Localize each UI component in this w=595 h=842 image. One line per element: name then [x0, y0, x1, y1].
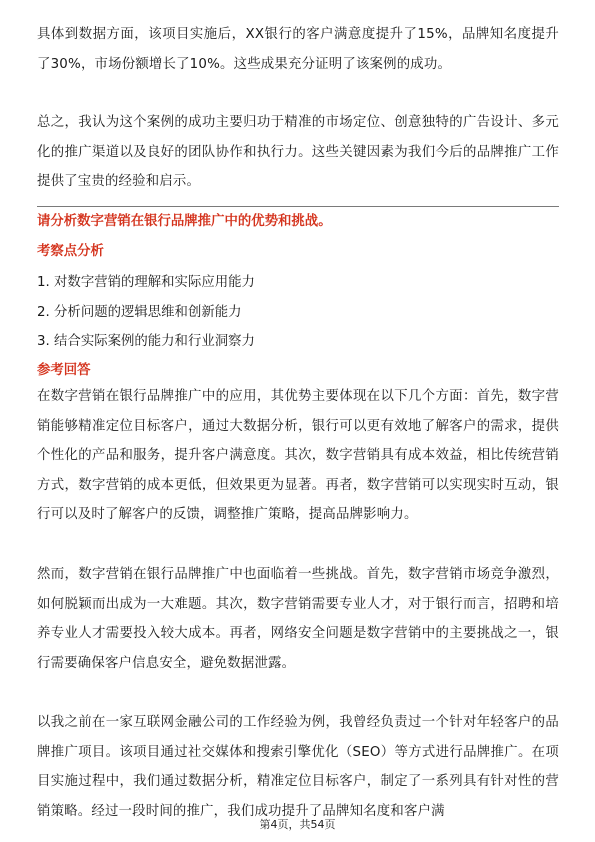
reference-answer-heading: 参考回答: [37, 363, 91, 378]
list-item: 3. 结合实际案例的能力和行业洞察力: [37, 334, 255, 349]
body-paragraph: 具体到数据方面，该项目实施后，XX银行的客户满意度提升了15%，品牌知名度提升了30%，市场份额增长了10%。这些成果充分证明了该案例的成功。: [37, 27, 559, 72]
answer-paragraph-challenges: 然而，数字营销在银行品牌推广中也面临着一些挑战。首先，数字营销市场竞争激烈，如何脱颖而出成为一大难题。其次，数字营销需要专业人才，对于银行而言，招聘和培养专业人才需要投入较大成本。再者，网络安全问题是数字营销中的主要挑战之一，银行需要确保客户信息安全，避免数据泄露。: [37, 567, 559, 671]
list-item: 1. 对数字营销的理解和实际应用能力: [37, 275, 255, 290]
question-title: 请分析数字营销在银行品牌推广中的优势和挑战。: [37, 214, 332, 229]
exam-points-list: [37, 268, 255, 357]
exam-points-heading: 考察点分析: [37, 244, 104, 259]
page-number: 第4页，共54页: [259, 818, 336, 831]
summary-paragraph: 总之，我认为这个案例的成功主要归功于精准的市场定位、创意独特的广告设计、多元化的推广渠道以及良好的团队协作和执行力。这些关键因素为我们今后的品牌推广工作提供了宝贵的经验和启示。: [37, 115, 559, 189]
section-divider: [37, 206, 559, 207]
answer-paragraph-advantages: 在数字营销在银行品牌推广中的应用，其优势主要体现在以下几个方面：首先，数字营销能够精准定位目标客户，通过大数据分析，银行可以更有效地了解客户的需求，提供个性化的产品和服务，提升客户满意度。其次，数字营销具有成本效益，相比传统营销方式，数字营销的成本更低，但效果更为显著。再者，数字营销可以实现实时互动，银行可以及时了解客户的反馈，调整推广策略，提高品牌影响力。: [37, 389, 559, 522]
list-item: 2. 分析问题的逻辑思维和创新能力: [37, 304, 242, 320]
answer-paragraph-case: 以我之前在一家互联网金融公司的工作经验为例，我曾经负责过一个针对年轻客户的品牌推广项目。该项目通过社交媒体和搜索引擎优化（SEO）等方式进行品牌推广。在项目实施过程中，我们通过数据分析，精准定位目标客户，制定了一系列具有针对性的营销策略。经过一段时间的推广，我们成功提升了品牌知名度和客户满: [37, 715, 559, 819]
